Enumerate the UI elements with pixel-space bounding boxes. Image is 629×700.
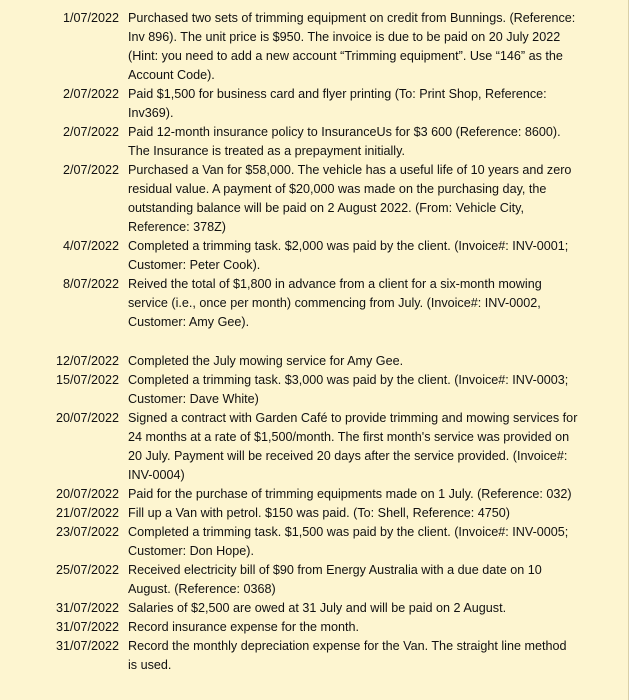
transaction-entry	[0, 275, 628, 332]
transaction-entry	[0, 352, 628, 371]
transaction-date: 8/07/2022	[62, 277, 119, 291]
transaction-date: 23/07/2022	[55, 525, 119, 539]
transaction-description: Record the monthly depreciation expense for the Van. The straight line method is used.	[128, 639, 567, 672]
transaction-entry	[0, 371, 628, 409]
transaction-date: 12/07/2022	[55, 354, 119, 368]
transaction-entry	[0, 599, 628, 618]
transaction-entry	[0, 523, 628, 561]
transaction-date: 31/07/2022	[55, 601, 119, 615]
transaction-date: 20/07/2022	[55, 487, 119, 501]
transaction-date: 21/07/2022	[55, 506, 119, 520]
transaction-entry	[0, 504, 628, 523]
transaction-entry	[0, 561, 628, 599]
transaction-entry	[0, 123, 628, 161]
transaction-entry	[0, 9, 628, 85]
transaction-description: Received electricity bill of $90 from Energy Australia with a due date on 10 August. (Reference: 0368)	[128, 563, 542, 596]
transaction-description: Purchased a Van for $58,000. The vehicle has a useful life of 10 years and zero residual value. A payment of $20,000 was made on the purchasing day, the outstanding balance will be paid on 2 August 2022. (From: Vehicle City, Reference: 378Z)	[128, 163, 572, 234]
section-spacer	[0, 332, 628, 352]
transaction-entry	[0, 237, 628, 275]
transaction-description: Paid for the purchase of trimming equipments made on 1 July. (Reference: 032)	[128, 487, 572, 501]
transaction-entry	[0, 85, 628, 123]
transaction-description: Completed a trimming task. $2,000 was paid by the client. (Invoice#: INV-0001; Customer: Peter Cook).	[128, 239, 569, 272]
transaction-date: 31/07/2022	[55, 639, 119, 653]
transaction-description: Completed the July mowing service for Amy Gee.	[128, 354, 404, 368]
transaction-date: 2/07/2022	[62, 163, 119, 177]
transaction-date: 25/07/2022	[55, 563, 119, 577]
transaction-date: 31/07/2022	[55, 620, 119, 634]
transaction-description: Completed a trimming task. $1,500 was paid by the client. (Invoice#: INV-0005; Customer: Don Hope).	[128, 525, 569, 558]
transaction-description: Fill up a Van with petrol. $150 was paid. (To: Shell, Reference: 4750)	[128, 506, 510, 520]
transaction-description: Paid 12-month insurance policy to InsuranceUs for $3 600 (Reference: 8600). The Insurance is treated as a prepayment initially.	[128, 125, 561, 158]
transaction-description: Signed a contract with Garden Café to provide trimming and mowing services for 24 months at a rate of $1,500/month. The first month's service was provided on 20 July. Payment will be received 20 days after the service provided. (Invoice#: INV-0004)	[128, 411, 578, 482]
transaction-description: Paid $1,500 for business card and flyer printing (To: Print Shop, Reference: Inv369).	[128, 87, 547, 120]
transaction-entry	[0, 637, 628, 675]
transaction-description: Record insurance expense for the month.	[128, 620, 360, 634]
transaction-entry	[0, 485, 628, 504]
transaction-description: Reived the total of $1,800 in advance from a client for a six-month mowing service (i.e., once per month) commencing from July. (Invoice#: INV-0002, Customer: Amy Gee).	[128, 277, 542, 329]
transaction-date: 2/07/2022	[62, 87, 119, 101]
transaction-description: Purchased two sets of trimming equipment on credit from Bunnings. (Reference: Inv 896). The unit price is $950. The invoice is due to be paid on 20 July 2022 (Hint: you need to add a new account “Trimming equipment”. Use “146” as the Account Code).	[128, 11, 576, 82]
transaction-entry	[0, 409, 628, 485]
transaction-entry	[0, 161, 628, 237]
transaction-date: 15/07/2022	[55, 373, 119, 387]
transaction-date: 4/07/2022	[62, 239, 119, 253]
transaction-date: 2/07/2022	[62, 125, 119, 139]
transaction-date: 1/07/2022	[62, 11, 119, 25]
transaction-description: Completed a trimming task. $3,000 was paid by the client. (Invoice#: INV-0003; Customer: Dave White)	[128, 373, 569, 406]
transaction-date: 20/07/2022	[55, 411, 119, 425]
transaction-entry	[0, 618, 628, 637]
transaction-description: Salaries of $2,500 are owed at 31 July and will be paid on 2 August.	[128, 601, 507, 615]
